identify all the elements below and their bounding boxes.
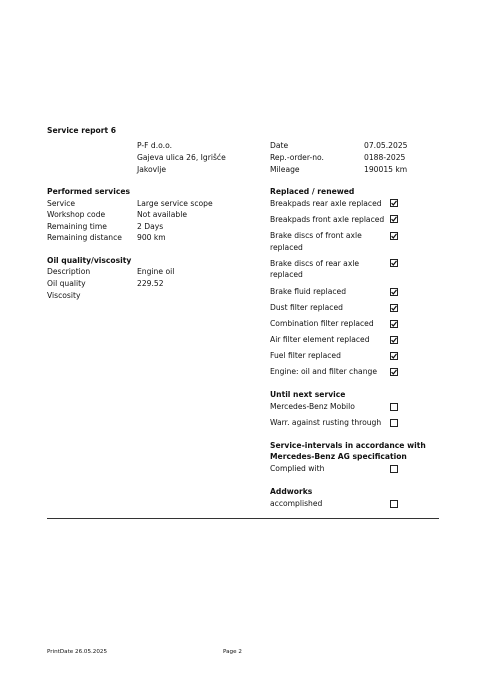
addworks-heading: Addworks — [270, 487, 313, 496]
replaced-item-label: Breakpads front axle replaced — [270, 215, 385, 224]
remaining-time-value: 2 Days — [137, 222, 164, 231]
replaced-item-label-cont: replaced — [270, 270, 303, 279]
section-divider — [47, 518, 439, 519]
checkbox-unchecked[interactable] — [390, 403, 398, 411]
oil-quality-label: Oil quality — [47, 279, 86, 288]
description-label: Description — [47, 267, 91, 276]
next-service-heading: Until next service — [270, 390, 346, 399]
viscosity-label: Viscosity — [47, 291, 81, 300]
checkbox-unchecked[interactable] — [390, 419, 398, 427]
intervals-heading-cont: Mercedes-Benz AG specification — [270, 452, 407, 461]
page-number: Page 2 — [223, 649, 242, 655]
description-value: Engine oil — [137, 267, 175, 276]
date-value: 07.05.2025 — [364, 141, 408, 150]
remaining-distance-value: 900 km — [137, 233, 166, 242]
checkbox-checked[interactable] — [390, 304, 398, 312]
report-title: Service report 6 — [47, 126, 117, 135]
intervals-heading: Service-intervals in accordance with — [270, 441, 426, 450]
replaced-item-label: Air filter element replaced — [270, 335, 370, 344]
service-label: Service — [47, 199, 76, 208]
rep-order-value: 0188-2025 — [364, 153, 406, 162]
dealer-name: P-F d.o.o. — [137, 141, 173, 150]
service-value: Large service scope — [137, 199, 213, 208]
remaining-time-label: Remaining time — [47, 222, 107, 231]
rep-order-label: Rep.-order-no. — [270, 153, 324, 162]
checkbox-checked[interactable] — [390, 368, 398, 376]
print-date: PrintDate 26.05.2025 — [47, 649, 108, 655]
replaced-item-label: Combination filter replaced — [270, 319, 374, 328]
checkbox-checked[interactable] — [390, 352, 398, 360]
checkbox-checked[interactable] — [390, 215, 398, 223]
workshop-code-label: Workshop code — [47, 210, 106, 219]
checkbox-checked[interactable] — [390, 259, 398, 267]
checkbox-checked[interactable] — [390, 288, 398, 296]
rust-warranty-label: Warr. against rusting through — [270, 418, 382, 427]
mileage-value: 190015 km — [364, 165, 408, 174]
complied-with-label: Complied with — [270, 464, 325, 473]
replaced-item-label-cont: replaced — [270, 243, 303, 252]
checkbox-unchecked[interactable] — [390, 465, 398, 473]
checkbox-unchecked[interactable] — [390, 500, 398, 508]
replaced-heading: Replaced / renewed — [270, 187, 355, 196]
checkbox-checked[interactable] — [390, 199, 398, 207]
replaced-item-label: Breakpads rear axle replaced — [270, 199, 382, 208]
remaining-distance-label: Remaining distance — [47, 233, 122, 242]
checkbox-checked[interactable] — [390, 320, 398, 328]
dealer-city: Jakovlje — [137, 165, 167, 174]
replaced-item-label: Brake fluid replaced — [270, 287, 347, 296]
mileage-label: Mileage — [270, 165, 300, 174]
oil-quality-value: 229.52 — [137, 279, 164, 288]
replaced-item-label: Engine: oil and filter change — [270, 367, 378, 376]
mobilo-label: Mercedes-Benz Mobilo — [270, 402, 355, 411]
replaced-item-label: Dust filter replaced — [270, 303, 343, 312]
accomplished-label: accomplished — [270, 499, 323, 508]
performed-services-heading: Performed services — [47, 187, 131, 196]
dealer-street: Gajeva ulica 26, Igrišće — [137, 153, 226, 162]
checkbox-checked[interactable] — [390, 232, 398, 240]
replaced-item-label: Fuel filter replaced — [270, 351, 341, 360]
checkbox-checked[interactable] — [390, 336, 398, 344]
replaced-item-label: Brake discs of front axle — [270, 231, 362, 240]
replaced-item-label: Brake discs of rear axle — [270, 259, 360, 268]
oil-quality-heading: Oil quality/viscosity — [47, 256, 132, 265]
date-label: Date — [270, 141, 289, 150]
workshop-code-value: Not available — [137, 210, 187, 219]
